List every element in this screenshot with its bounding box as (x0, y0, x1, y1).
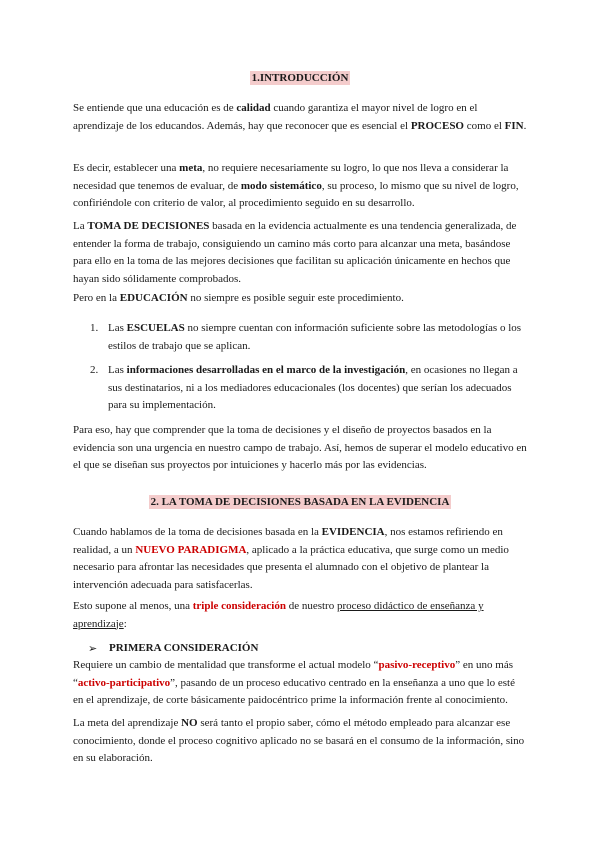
paragraph-meta: Es decir, establecer una meta, no requiere necesariamente su logro, lo que nos lleva a considerar la necesidad que tenemos de evaluar, de modo sistemático, su proceso, lo mismo que su nivel de logro, confiriéndole con criterio de valor, al procedimiento seguido en su desarrollo. (73, 162, 519, 209)
paragraph-nuevo-paradigma: Cuando hablamos de la toma de decisiones basada en la EVIDENCIA, nos estamos refiriendo en realidad, a un NUEVO PARADIGMA, aplicado a la práctica educativa, que surge como un medio necesario para afrontar las necesidades que presenta el alumnado con el objetivo de plantear la intervención adecuada para satisfacerlas. (73, 526, 509, 591)
heading-text: 2. LA TOMA DE DECISIONES BASADA EN LA EVIDENCIA (150, 496, 450, 508)
paragraph-meta-aprendizaje: La meta del aprendizaje NO será tanto el propio saber, cómo el método empleado para alcanzar ese conocimiento, donde el proceso cognitivo aplicado no se basará en el consumo de la información, sino en su elaboración. (73, 717, 525, 764)
section-heading-toma-decisiones (0, 496, 600, 508)
list-item: 1. Las ESCUELAS no siempre cuentan con información suficiente sobre las metodologías o los estilos de trabajo que se aplican. (90, 322, 522, 352)
paragraph-calidad: Se entiende que una educación es de calidad cuando garantiza el mayor nivel de logro en el aprendizaje de los educandos. Además, hay que reconocer que es esencial el PROCESO como el FIN. (73, 102, 527, 132)
paragraph-triple-consideracion: Esto supone al menos, una triple consideración de nuestro proceso didáctico de enseñanza y aprendizaje: (73, 600, 484, 630)
subheading-primera-consideracion: PRIMERA CONSIDERACIÓN (109, 642, 259, 654)
paragraph-educacion: Pero en la EDUCACIÓN no siempre es posible seguir este procedimiento. (73, 292, 404, 304)
arrow-bullet-icon: ➢ (88, 643, 98, 655)
paragraph-pasivo-activo: Requiere un cambio de mentalidad que transforme el actual modelo “pasivo-receptivo” en uno más “activo-participativo”, pasando de un proceso educativo centrado en la enseñanza a uno que lo esté en el aprendizaje, de corte básicamente paidocéntrico prime la información frente al conocimiento. (73, 659, 515, 706)
paragraph-toma-decisiones: La TOMA DE DECISIONES basada en la evidencia actualmente es una tendencia generalizada, de entender la forma de trabajo, consiguiendo un camino más corto para alcanzar una meta, basándose para ello en la toma de las mejores decisiones que facilitan su aplicación únicamente en hechos que hayan sido sólidamente comprobados. (73, 220, 517, 285)
paragraph-evidencias: Para eso, hay que comprender que la toma de decisiones y el diseño de proyectos basados en la evidencia son una urgencia en nuestro campo de trabajo. Así, hemos de superar el modelo educativo en el que se diseñan sus proyectos por intuiciones y hacerlo más por las evidencias. (73, 424, 527, 471)
heading-text: 1.INTRODUCCIÓN (251, 72, 349, 84)
list-item: 2. Las informaciones desarrolladas en el marco de la investigación, en ocasiones no llegan a sus destinatarios, ni a los mediadores educacionales (los docentes) que serían los adecuados para su implementación. (90, 364, 518, 411)
section-heading-introduccion (0, 72, 600, 84)
